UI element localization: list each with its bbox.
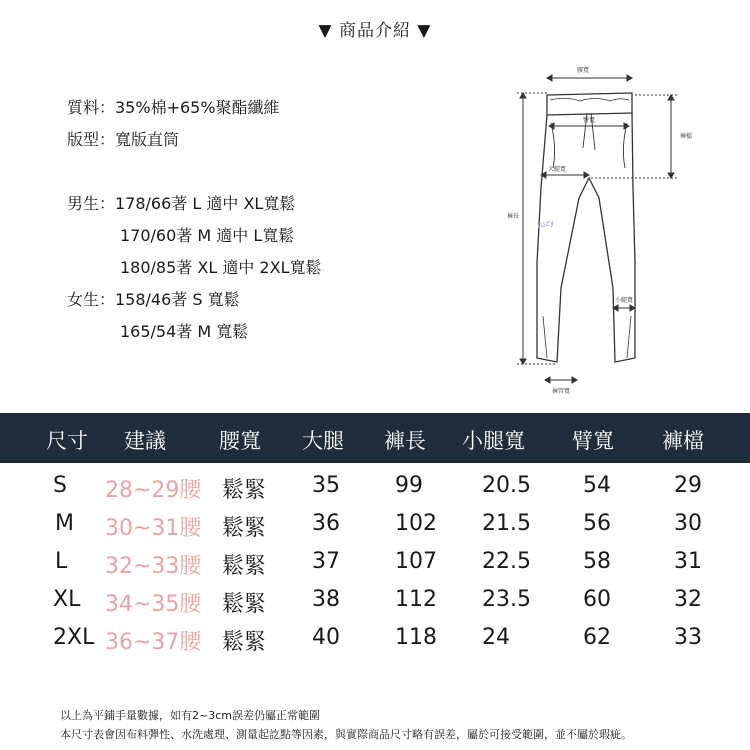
product-specs [67, 92, 321, 348]
measurement-notes [60, 706, 632, 744]
hip-cell: 58 [583, 549, 611, 574]
hip-cell: 62 [583, 625, 611, 650]
suggest-cell: 36~37腰 [105, 630, 202, 655]
waist-cell: 鬆緊 [222, 630, 267, 655]
hip-label: 臀寬 [582, 117, 596, 124]
thigh-cell: 37 [312, 549, 340, 574]
hip-cell: 54 [583, 473, 611, 498]
ankle-zip-right [627, 316, 631, 358]
length-label: 褲長 [507, 213, 520, 220]
table-row [0, 543, 750, 581]
table-row [0, 505, 750, 543]
brand-watermark: fuzy [536, 217, 555, 230]
length-cell: 107 [395, 549, 437, 574]
rise-cell: 32 [674, 587, 702, 612]
thigh-cell: 38 [312, 587, 340, 612]
rise-cell: 33 [674, 625, 702, 650]
size-table-header [0, 413, 750, 463]
thigh-cell: 40 [312, 625, 340, 650]
size-cell: XL [53, 587, 81, 612]
size-cell: M [55, 511, 74, 536]
waist-cell: 鬆緊 [222, 478, 267, 503]
waist-cell: 鬆緊 [222, 516, 267, 541]
table-row [0, 467, 750, 505]
rise-cell: 29 [674, 473, 702, 498]
waist-cell: 鬆緊 [222, 554, 267, 579]
pocket-right [623, 123, 627, 168]
length-cell: 112 [395, 587, 437, 612]
size-table [0, 467, 750, 657]
waistband-shirring [550, 98, 629, 101]
note-line: 以上為平鋪手量數據，如有2~3cm誤差仍屬正常範圍 [60, 709, 320, 722]
column-header-suggest: 建議 [124, 429, 166, 453]
size-cell: S [53, 473, 67, 498]
column-header-size: 尺寸 [46, 429, 88, 453]
calf-cell: 20.5 [482, 473, 531, 498]
rise-label: 褲檔 [680, 133, 693, 140]
table-row [0, 581, 750, 619]
thigh-label: 大腿寬 [547, 166, 567, 173]
hip-cell: 60 [583, 587, 611, 612]
column-header-hip: 臂寬 [572, 429, 614, 453]
pants-outline [537, 113, 635, 362]
pocket-left [551, 123, 555, 168]
calf-cell: 24 [482, 625, 510, 650]
size-cell: L [55, 549, 68, 574]
spacer [67, 156, 321, 188]
calf-cell: 21.5 [482, 511, 531, 536]
length-cell: 99 [395, 473, 423, 498]
table-row [0, 619, 750, 657]
pants-measurement-diagram [495, 58, 695, 403]
rise-cell: 30 [674, 511, 702, 536]
calf-cell: 23.5 [482, 587, 531, 612]
length-cell: 102 [395, 511, 437, 536]
male-fit-line: 男生：178/66著 L 適中 XL寬鬆 [67, 194, 296, 213]
waist-label: 腰寬 [576, 67, 590, 74]
thigh-cell: 36 [312, 511, 340, 536]
hem-label: 褲管寬 [551, 388, 571, 395]
section-title: ▼ 商品介紹 ▼ [318, 21, 432, 41]
suggest-cell: 28~29腰 [105, 478, 202, 503]
length-cell: 118 [395, 625, 437, 650]
calf-label: 小腿寬 [614, 297, 634, 304]
column-header-calf: 小腿寬 [462, 429, 525, 453]
material-line: 質料：35%棉+65%聚酯纖維 [67, 98, 280, 117]
waistband-outline [547, 93, 632, 115]
fit-line: 版型：寬版直筒 [67, 130, 180, 149]
column-header-thigh: 大腿 [302, 429, 344, 453]
rise-cell: 31 [674, 549, 702, 574]
size-cell: 2XL [53, 625, 95, 650]
suggest-cell: 30~31腰 [105, 516, 202, 541]
male-fit-line: 170/60著 M 適中 L寬鬆 [120, 226, 295, 245]
column-header-rise: 褲檔 [662, 429, 704, 453]
female-fit-line: 女生：158/46著 S 寬鬆 [67, 290, 240, 309]
waist-cell: 鬆緊 [222, 592, 267, 617]
column-header-waist: 腰寬 [219, 429, 261, 453]
suggest-cell: 32~33腰 [105, 554, 202, 579]
column-header-length: 褲長 [384, 429, 426, 453]
calf-cell: 22.5 [482, 549, 531, 574]
thigh-cell: 35 [312, 473, 340, 498]
hip-cell: 56 [583, 511, 611, 536]
note-line: 本尺寸表會因布料彈性、水洗處理、測量起訖點等因素，與實際商品尺寸略有誤差，屬於可接受範圍，並不屬於瑕疵。 [60, 728, 632, 741]
female-fit-line: 165/54著 M 寬鬆 [120, 322, 249, 341]
male-fit-line: 180/85著 XL 適中 2XL寬鬆 [120, 258, 322, 277]
ankle-zip-left [543, 316, 547, 358]
suggest-cell: 34~35腰 [105, 592, 202, 617]
